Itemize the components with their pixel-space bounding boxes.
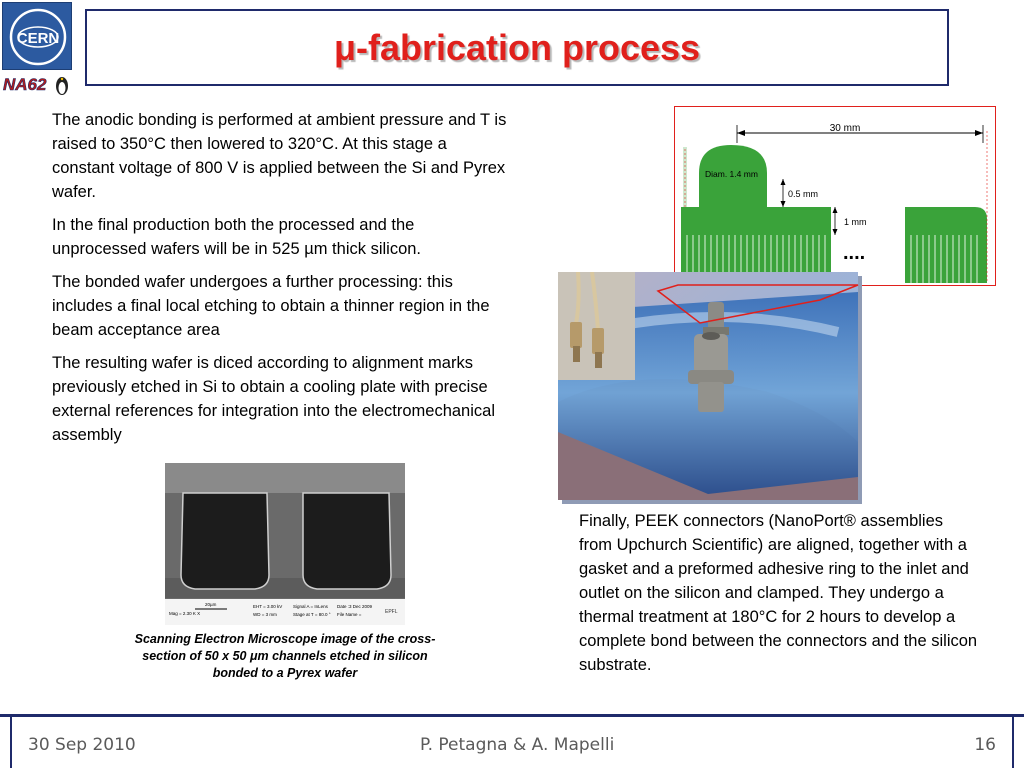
diagram-diameter-label: Diam. 1.4 mm xyxy=(705,169,758,179)
paragraph-further-processing: The bonded wafer undergoes a further processing: this includes a final local etching to obtain a thinner region in the beam acceptance area xyxy=(52,273,490,339)
sem-info-wd: WD = 3 mm xyxy=(253,612,277,617)
channel-diagram xyxy=(674,106,996,286)
diagram-width-label: 30 mm xyxy=(829,123,861,134)
cern-logo-text: CERN xyxy=(16,30,60,47)
sem-image xyxy=(165,463,405,625)
sem-info-eht: EHT = 3.00 kV xyxy=(253,604,283,609)
footer-authors: P. Petagna & A. Mapelli xyxy=(420,735,615,755)
title-box xyxy=(85,9,949,86)
slide-title: μ-fabrication process xyxy=(333,26,701,68)
paragraph-final-production: In the final production both the processed and the unprocessed wafers will be in 525 µm thick silicon. xyxy=(52,216,422,258)
left-text-block xyxy=(52,108,512,456)
diagram-continuation-dots: .... xyxy=(843,242,866,264)
sem-caption: Scanning Electron Microscope image of the cross-section of 50 x 50 μm channels etched in silicon bonded to a Pyrex wafer xyxy=(134,632,436,680)
na62-logo-text: NA62 xyxy=(3,75,47,94)
sem-scale-bar-label: 20µm xyxy=(205,602,217,607)
sem-mag-label: Mag = 2.30 K X xyxy=(169,611,201,616)
sem-lab-label: EPFL xyxy=(385,609,398,615)
connector-inset-photo xyxy=(558,272,635,380)
paragraph-anodic-bonding: The anodic bonding is performed at ambient pressure and T is raised to 350°C then lowered to 320°C. At this stage a constant voltage of 800 V is applied between the Si and Pyrex wafer. xyxy=(52,111,507,201)
footer-page-number: 16 xyxy=(974,735,996,755)
footer xyxy=(0,714,1024,768)
sem-info-file: File Name = xyxy=(337,612,362,617)
sem-info-date: Date :3 Dec 2009 xyxy=(337,604,373,609)
paragraph-dicing: The resulting wafer is diced according to alignment marks previously etched in Si to obtain a cooling plate with precise external references for integration into the electromechanical assembly xyxy=(52,354,495,444)
cern-logo xyxy=(2,2,72,70)
paragraph-peek-connectors: Finally, PEEK connectors (NanoPort® assemblies from Upchurch Scientific) are aligned, together with a gasket and a preformed adhesive ring to the inlet and outlet on the silicon and clamped. They undergo a thermal treatment at 180°C for 2 hours to develop a complete bond between the connectors and the silicon substrate. xyxy=(579,512,978,674)
sem-info-stage: Stage at T = 80.0 ° xyxy=(293,612,331,617)
diagram-thin-label: 0.5 mm xyxy=(788,189,819,199)
na62-logo xyxy=(2,70,72,100)
footer-date: 30 Sep 2010 xyxy=(28,735,136,755)
diagram-thick-label: 1 mm xyxy=(844,217,867,227)
sem-info-signal: Signal A = InLens xyxy=(293,604,328,609)
